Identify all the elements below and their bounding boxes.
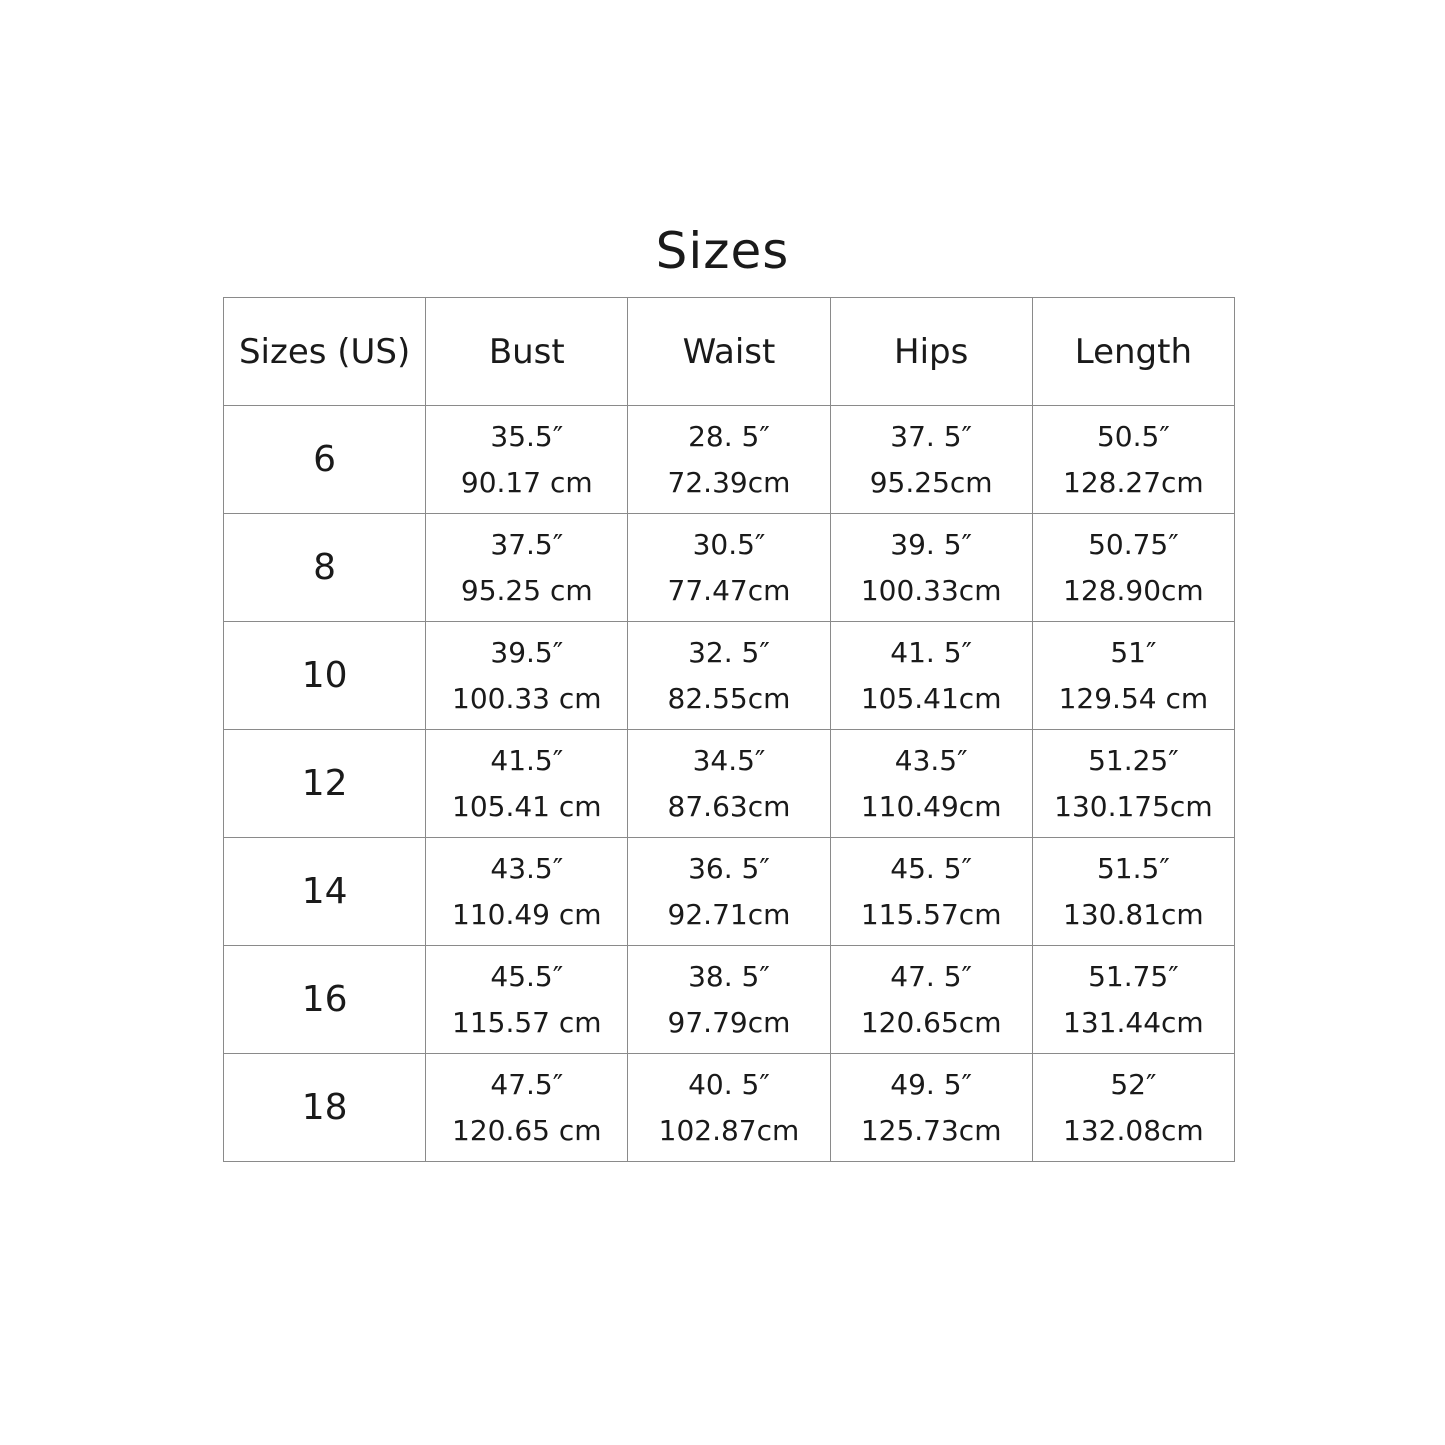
table-row (224, 946, 1235, 1054)
waist-inches: 30.5″ (692, 527, 766, 561)
bust-cm: 120.65 cm (452, 1113, 602, 1147)
length-cm: 130.81cm (1063, 897, 1204, 931)
hips-cell (830, 514, 1032, 622)
column-header-waist: Waist (628, 298, 830, 406)
size-cell: 6 (224, 406, 426, 514)
size-cell: 16 (224, 946, 426, 1054)
bust-cm: 100.33 cm (452, 681, 602, 715)
bust-inches: 43.5″ (490, 851, 564, 885)
bust-cm: 95.25 cm (460, 573, 593, 607)
length-cm: 131.44cm (1063, 1005, 1204, 1039)
table-row (224, 730, 1235, 838)
waist-cm: 87.63cm (667, 789, 791, 823)
hips-inches: 49. 5″ (890, 1067, 972, 1101)
size-cell: 12 (224, 730, 426, 838)
bust-inches: 47.5″ (490, 1067, 564, 1101)
hips-cell (830, 946, 1032, 1054)
waist-inches: 40. 5″ (688, 1067, 770, 1101)
waist-cm: 102.87cm (658, 1113, 800, 1147)
hips-cell (830, 406, 1032, 514)
hips-cell (830, 838, 1032, 946)
hips-cm: 115.57cm (860, 897, 1002, 931)
hips-cm: 100.33cm (860, 573, 1002, 607)
length-cm: 128.90cm (1063, 573, 1204, 607)
table-header-row (224, 298, 1235, 406)
hips-inches: 47. 5″ (890, 959, 972, 993)
length-cell (1032, 838, 1234, 946)
waist-cell (628, 622, 830, 730)
column-header-hips: Hips (830, 298, 1032, 406)
waist-cm: 97.79cm (667, 1005, 791, 1039)
hips-cm: 105.41cm (860, 681, 1002, 715)
length-inches: 51.75″ (1088, 959, 1179, 993)
bust-cm: 90.17 cm (460, 465, 593, 499)
length-inches: 51″ (1110, 635, 1157, 669)
length-cell (1032, 622, 1234, 730)
bust-cm: 105.41 cm (452, 789, 602, 823)
waist-cell (628, 730, 830, 838)
waist-inches: 28. 5″ (688, 419, 770, 453)
waist-inches: 36. 5″ (688, 851, 770, 885)
hips-cm: 120.65cm (860, 1005, 1002, 1039)
bust-inches: 41.5″ (490, 743, 564, 777)
table-row (224, 622, 1235, 730)
length-cell (1032, 730, 1234, 838)
length-cm: 128.27cm (1063, 465, 1204, 499)
waist-inches: 34.5″ (692, 743, 766, 777)
hips-inches: 45. 5″ (890, 851, 972, 885)
length-inches: 51.25″ (1088, 743, 1179, 777)
column-header-bust: Bust (426, 298, 628, 406)
hips-inches: 37. 5″ (890, 419, 972, 453)
bust-inches: 35.5″ (490, 419, 564, 453)
table-row (224, 514, 1235, 622)
waist-cm: 72.39cm (667, 465, 791, 499)
table-row (224, 1054, 1235, 1162)
bust-cm: 115.57 cm (452, 1005, 602, 1039)
bust-cell (426, 1054, 628, 1162)
bust-inches: 39.5″ (490, 635, 564, 669)
length-cm: 132.08cm (1063, 1113, 1204, 1147)
column-header-length: Length (1032, 298, 1234, 406)
bust-cm: 110.49 cm (452, 897, 602, 931)
waist-inches: 32. 5″ (688, 635, 770, 669)
length-inches: 52″ (1110, 1067, 1157, 1101)
length-cell (1032, 406, 1234, 514)
length-inches: 51.5″ (1096, 851, 1170, 885)
size-cell: 14 (224, 838, 426, 946)
column-header-size: Sizes (US) (224, 298, 426, 406)
bust-cell (426, 622, 628, 730)
length-cell (1032, 946, 1234, 1054)
length-inches: 50.5″ (1096, 419, 1170, 453)
hips-cm: 95.25cm (869, 465, 993, 499)
bust-cell (426, 406, 628, 514)
length-cell (1032, 514, 1234, 622)
length-inches: 50.75″ (1088, 527, 1179, 561)
hips-cell (830, 1054, 1032, 1162)
waist-cm: 77.47cm (667, 573, 791, 607)
bust-cell (426, 838, 628, 946)
size-cell: 10 (224, 622, 426, 730)
waist-cell (628, 838, 830, 946)
hips-inches: 43.5″ (894, 743, 968, 777)
length-cm: 130.175cm (1054, 789, 1213, 823)
bust-cell (426, 514, 628, 622)
size-chart-table (223, 297, 1235, 1162)
bust-cell (426, 946, 628, 1054)
table-row (224, 406, 1235, 514)
bust-inches: 45.5″ (490, 959, 564, 993)
waist-cm: 82.55cm (667, 681, 791, 715)
waist-cell (628, 946, 830, 1054)
waist-cm: 92.71cm (667, 897, 791, 931)
size-cell: 18 (224, 1054, 426, 1162)
bust-inches: 37.5″ (490, 527, 564, 561)
waist-inches: 38. 5″ (688, 959, 770, 993)
waist-cell (628, 514, 830, 622)
length-cm: 129.54 cm (1058, 681, 1209, 715)
page-title: Sizes (655, 222, 790, 280)
waist-cell (628, 406, 830, 514)
hips-cm: 110.49cm (860, 789, 1002, 823)
table-row (224, 838, 1235, 946)
bust-cell (426, 730, 628, 838)
hips-cell (830, 622, 1032, 730)
hips-inches: 41. 5″ (890, 635, 972, 669)
size-cell: 8 (224, 514, 426, 622)
hips-cm: 125.73cm (860, 1113, 1002, 1147)
waist-cell (628, 1054, 830, 1162)
hips-inches: 39. 5″ (890, 527, 972, 561)
length-cell (1032, 1054, 1234, 1162)
hips-cell (830, 730, 1032, 838)
